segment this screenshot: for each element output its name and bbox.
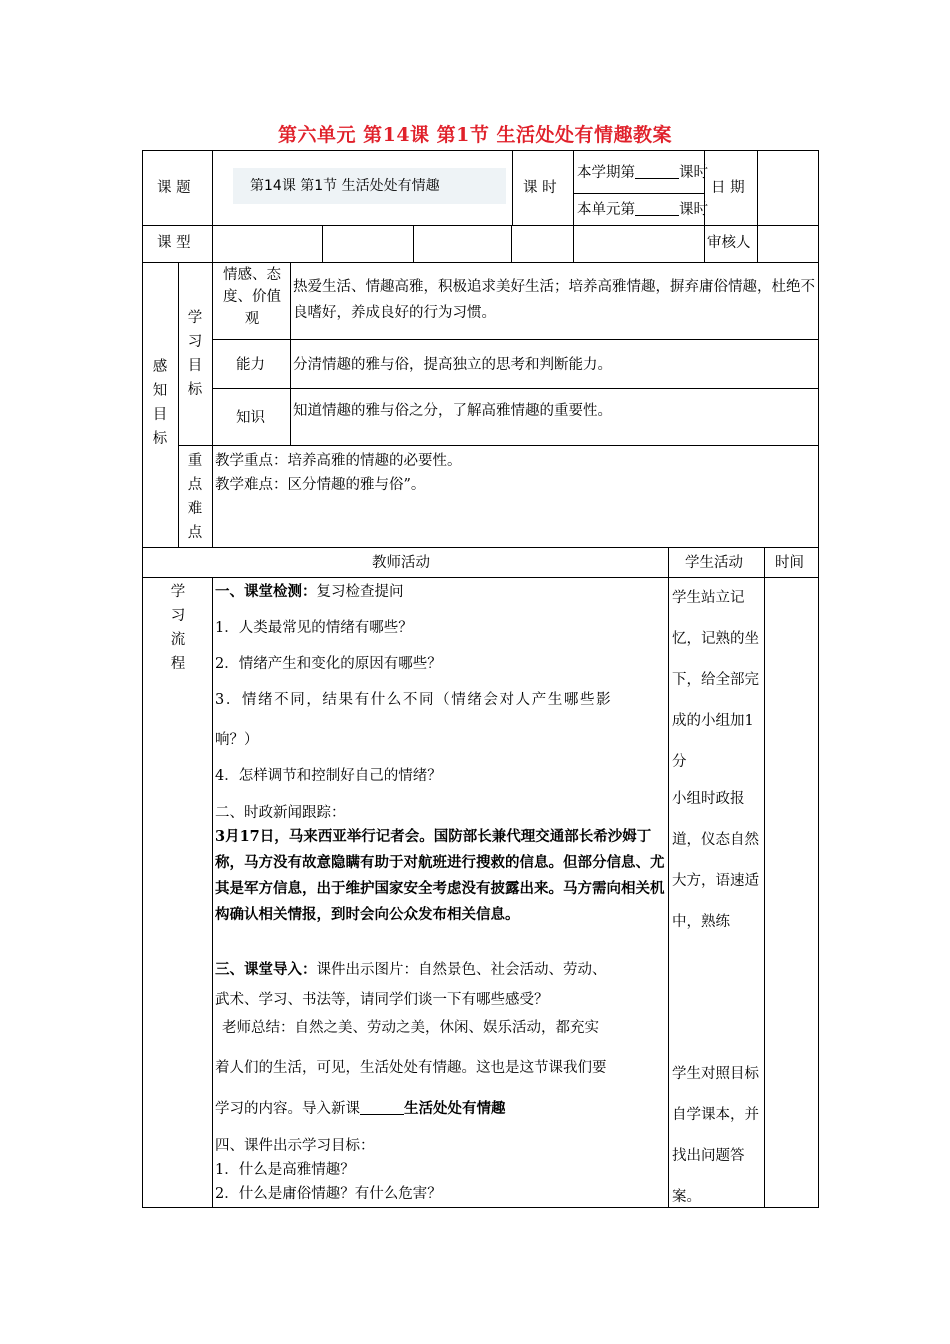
difficult-point: 教学难点：区分情趣的雅与俗”。 — [215, 477, 426, 493]
objective-label-ability: 能力 — [236, 357, 265, 373]
teacher-activity-header: 教师活动 — [372, 555, 430, 571]
topic-label: 课 题 — [157, 180, 191, 196]
objective-text-attitude: 热爱生活、情趣高雅，积极追求美好生活；培养高雅情趣，摒弃庸俗情趣，杜绝不良嗜好，养成良好的行为习惯。 — [293, 279, 815, 321]
learning-flow-label: 学习流程 — [170, 584, 186, 672]
student-activity-2: 小组时政报道，仪态自然大方，语速适中，熟练 — [672, 791, 759, 930]
question-4: 4．怎样调节和控制好自己的情绪？ — [215, 768, 442, 784]
time-header: 时间 — [775, 555, 804, 571]
section-4-title: 四、课件出示学习目标： — [215, 1138, 375, 1154]
student-activity-header: 学生活动 — [685, 555, 743, 571]
period-label: 课 时 — [523, 180, 557, 196]
objective-label-knowledge: 知识 — [236, 410, 265, 426]
question-3-line-1: 3．情绪不同，结果有什么不同（情绪会对人产生哪些影 — [215, 692, 613, 708]
student-activity-3: 学生对照目标自学课本，并找出问题答案。 — [672, 1066, 759, 1205]
section-3-line-4: 着人们的生活，可见，生活处处有情趣。这也是这节课我们要 — [215, 1060, 607, 1076]
reviewer-label: 审核人 — [707, 235, 751, 251]
section-2-title: 二、时政新闻跟踪： — [215, 805, 346, 821]
unit-period: 本单元第 课时 — [577, 202, 708, 218]
key-point: 教学重点：培养高雅的情趣的必要性。 — [215, 453, 462, 469]
target-2: 2．什么是庸俗情趣？有什么危害？ — [215, 1186, 442, 1202]
question-3-line-2: 响？） — [215, 732, 259, 748]
target-1: 1．什么是高雅情趣？ — [215, 1162, 355, 1178]
perception-goal-label: 感知目标 — [152, 359, 168, 447]
date-label: 日 期 — [711, 180, 745, 196]
term-period: 本学期第 课时 — [577, 165, 708, 181]
section-3-line-5: 学习的内容。导入新课 生活处处有情趣 — [215, 1100, 506, 1117]
topic-value: 第14课 第1节 生活处处有情趣 — [250, 178, 440, 194]
teacher-summary: 老师总结：自然之美、劳动之美，休闲、娱乐活动，都充实 — [222, 1020, 599, 1036]
type-label: 课 型 — [157, 235, 191, 251]
section-3: 三、课堂导入：课件出示图片：自然景色、社会活动、劳动、 — [215, 961, 607, 978]
page-title: 第六单元 第14课 第1节 生活处处有情趣教案 — [277, 124, 672, 146]
objective-text-ability: 分清情趣的雅与俗，提高独立的思考和判断能力。 — [293, 357, 612, 373]
study-goal-label: 学习目标 — [187, 310, 203, 398]
question-2: 2．情绪产生和变化的原因有哪些？ — [215, 656, 442, 672]
student-activity-1: 学生站立记忆，记熟的坐下，给全部完成的小组加1分 — [672, 590, 759, 770]
objective-label-attitude: 情感、态度、价值观 — [223, 267, 281, 327]
news-paragraph: 3月17日，马来西亚举行记者会。国防部长兼代理交通部长希沙姆丁称，马方没有故意隐瞒有助于对航班进行搜救的信息。但部分信息、尤其是军方信息，出于维护国家安全考虑没有披露出来。马方需向相关机构确认相关情报，到时会向公众发布相关信息。 — [215, 828, 665, 923]
question-1: 1．人类最常见的情绪有哪些？ — [215, 620, 413, 636]
section-1: 一、课堂检测：复习检查提问 — [215, 583, 404, 600]
section-3-line-2: 武术、学习、书法等，请同学们谈一下有哪些感受？ — [215, 992, 549, 1008]
key-difficulty-label: 重点难点 — [187, 453, 203, 541]
objective-text-knowledge: 知道情趣的雅与俗之分，了解高雅情趣的重要性。 — [293, 403, 612, 419]
